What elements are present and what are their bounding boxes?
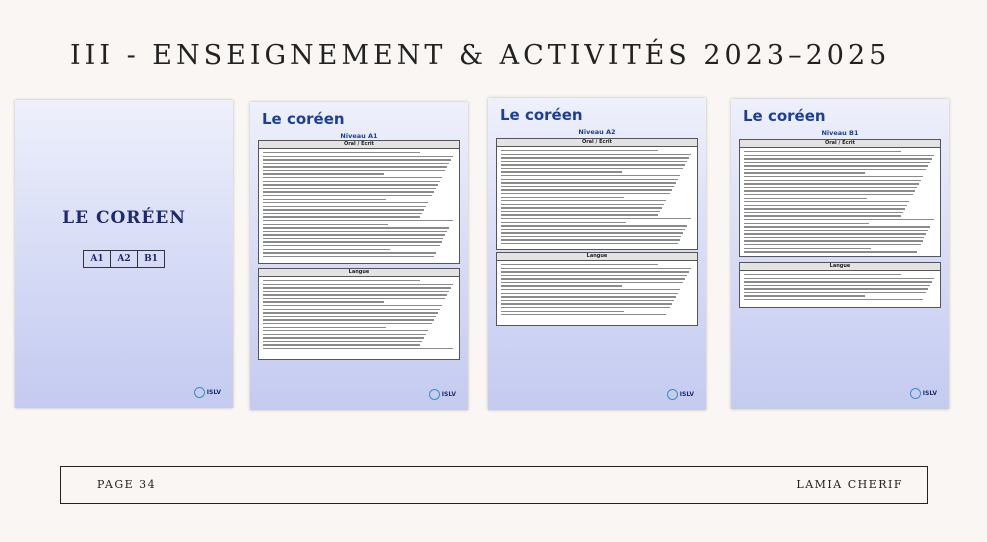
document-level: Niveau A2 xyxy=(578,128,616,136)
level-cell: A1 xyxy=(83,251,111,267)
logo-icon xyxy=(910,388,921,399)
text-line xyxy=(744,237,924,238)
text-line xyxy=(263,291,449,292)
text-line xyxy=(744,240,923,241)
text-line xyxy=(501,186,674,187)
text-line xyxy=(501,303,672,304)
text-line xyxy=(744,158,932,159)
text-line xyxy=(501,289,680,290)
oral-ecrit-box xyxy=(739,139,941,257)
text-line xyxy=(263,344,420,345)
text-line xyxy=(744,251,917,252)
text-line xyxy=(744,248,871,249)
text-line xyxy=(263,323,432,324)
document-title: Le coréen xyxy=(262,110,345,128)
text-line xyxy=(263,316,436,317)
text-line xyxy=(744,274,901,275)
text-line xyxy=(263,209,424,210)
langue-box xyxy=(258,268,460,360)
text-line xyxy=(501,197,624,198)
text-line xyxy=(501,271,689,272)
logo-icon xyxy=(429,389,440,400)
section-heading: Oral / Écrit xyxy=(497,139,697,147)
text-line xyxy=(263,280,420,281)
text-line xyxy=(263,256,434,257)
text-line xyxy=(263,294,447,295)
text-line xyxy=(501,229,685,230)
text-line xyxy=(501,300,674,301)
institution-logo xyxy=(429,389,456,400)
text-line xyxy=(263,330,428,331)
text-line xyxy=(501,182,676,183)
page-title: III - ENSEIGNEMENT & ACTIVITÉS 2023–2025 xyxy=(70,40,891,71)
langue-box xyxy=(496,252,698,326)
document-title: Le coréen xyxy=(743,107,826,125)
text-line xyxy=(263,206,426,207)
text-line xyxy=(263,227,449,228)
text-line xyxy=(501,239,680,240)
document-level: Niveau B1 xyxy=(821,129,859,137)
text-line xyxy=(744,226,930,227)
text-line xyxy=(744,292,926,293)
level-cell: A2 xyxy=(111,251,138,267)
cover-page-thumbnail xyxy=(15,100,233,408)
text-line xyxy=(501,193,670,194)
text-line xyxy=(501,154,691,155)
page-footer xyxy=(60,466,928,504)
section-heading: Oral / Écrit xyxy=(740,140,940,148)
oral-ecrit-box xyxy=(258,140,460,264)
document-thumbnail-a1 xyxy=(250,102,468,410)
logo-text: ISLV xyxy=(206,389,221,396)
text-line xyxy=(263,163,449,164)
text-line xyxy=(744,169,926,170)
text-line xyxy=(263,305,442,306)
text-lines xyxy=(259,149,459,262)
text-line xyxy=(263,220,453,221)
text-line xyxy=(744,172,865,173)
text-line xyxy=(744,208,905,209)
document-title: Le coréen xyxy=(500,106,583,124)
text-line xyxy=(501,164,685,165)
text-line xyxy=(744,183,919,184)
text-line xyxy=(263,173,384,174)
text-line xyxy=(263,170,445,171)
level-cell: B1 xyxy=(138,251,165,267)
text-line xyxy=(501,204,664,205)
text-line xyxy=(501,175,680,176)
text-line xyxy=(501,179,678,180)
text-line xyxy=(744,201,909,202)
text-line xyxy=(263,252,436,253)
text-line xyxy=(744,194,913,195)
text-line xyxy=(263,319,434,320)
text-line xyxy=(744,281,932,282)
text-line xyxy=(263,213,422,214)
text-line xyxy=(744,205,907,206)
text-line xyxy=(501,314,666,315)
text-line xyxy=(744,233,926,234)
text-line xyxy=(263,224,388,225)
text-line xyxy=(501,236,681,237)
text-line xyxy=(501,264,658,265)
logo-text: ISLV xyxy=(441,391,456,398)
text-line xyxy=(744,162,930,163)
text-line xyxy=(501,200,666,201)
text-line xyxy=(501,268,691,269)
oral-ecrit-box xyxy=(496,138,698,250)
text-line xyxy=(263,191,434,192)
text-line xyxy=(501,293,678,294)
levels-table xyxy=(83,250,165,268)
text-line xyxy=(263,152,420,153)
text-line xyxy=(263,334,426,335)
langue-box xyxy=(739,262,941,308)
cover-title: LE CORÉEN xyxy=(62,208,186,228)
text-line xyxy=(263,287,451,288)
section-heading: Langue xyxy=(497,253,697,261)
document-thumbnail-b1 xyxy=(731,99,949,409)
text-line xyxy=(501,225,687,226)
text-line xyxy=(744,151,901,152)
text-line xyxy=(501,168,683,169)
text-line xyxy=(263,301,384,302)
page-number: PAGE 34 xyxy=(97,478,157,491)
logo-icon xyxy=(667,389,678,400)
text-lines xyxy=(740,148,940,258)
text-line xyxy=(501,218,691,219)
text-line xyxy=(263,284,453,285)
text-line xyxy=(501,311,624,312)
text-line xyxy=(263,238,443,239)
text-line xyxy=(744,230,928,231)
text-line xyxy=(501,232,683,233)
institution-logo xyxy=(910,388,937,399)
text-line xyxy=(744,187,917,188)
text-line xyxy=(263,249,390,250)
text-line xyxy=(501,307,670,308)
text-line xyxy=(263,177,442,178)
section-heading: Langue xyxy=(740,263,940,271)
text-line xyxy=(263,231,447,232)
section-heading: Langue xyxy=(259,269,459,277)
text-line xyxy=(744,223,869,224)
text-line xyxy=(263,202,428,203)
text-line xyxy=(744,299,923,300)
text-line xyxy=(263,245,440,246)
text-line xyxy=(501,207,662,208)
text-line xyxy=(263,312,438,313)
text-line xyxy=(501,296,676,297)
text-line xyxy=(263,337,424,338)
text-line xyxy=(263,234,445,235)
section-heading: Oral / Écrit xyxy=(259,141,459,149)
text-line xyxy=(263,341,422,342)
text-line xyxy=(501,278,685,279)
document-level: Niveau A1 xyxy=(340,132,378,140)
text-line xyxy=(501,275,687,276)
author-name: LAMIA CHERIF xyxy=(796,478,903,491)
text-line xyxy=(501,157,689,158)
text-line xyxy=(263,216,420,217)
text-line xyxy=(501,189,672,190)
text-line xyxy=(501,243,678,244)
text-line xyxy=(263,188,436,189)
text-lines xyxy=(259,277,459,355)
logo-text: ISLV xyxy=(679,391,694,398)
text-line xyxy=(501,285,622,286)
text-line xyxy=(263,156,453,157)
text-line xyxy=(263,327,386,328)
logo-icon xyxy=(194,387,205,398)
text-line xyxy=(501,222,626,223)
text-lines xyxy=(497,147,697,250)
institution-logo xyxy=(194,387,221,398)
text-line xyxy=(744,219,934,220)
text-line xyxy=(501,214,658,215)
text-line xyxy=(263,241,442,242)
text-line xyxy=(744,212,903,213)
text-line xyxy=(744,244,921,245)
text-line xyxy=(744,190,915,191)
text-line xyxy=(263,298,445,299)
text-line xyxy=(744,295,865,296)
document-thumbnail-a2 xyxy=(488,98,706,410)
text-line xyxy=(744,165,928,166)
text-line xyxy=(744,198,867,199)
text-lines xyxy=(497,261,697,321)
text-line xyxy=(744,176,923,177)
text-line xyxy=(501,171,622,172)
text-line xyxy=(744,278,934,279)
text-line xyxy=(744,215,901,216)
text-line xyxy=(744,155,934,156)
text-line xyxy=(501,161,687,162)
text-line xyxy=(263,184,438,185)
text-line xyxy=(501,150,658,151)
text-line xyxy=(263,159,451,160)
text-line xyxy=(263,309,440,310)
text-line xyxy=(263,181,440,182)
text-lines xyxy=(740,271,940,306)
text-line xyxy=(263,166,447,167)
text-line xyxy=(263,348,453,349)
text-line xyxy=(744,288,928,289)
text-line xyxy=(744,180,921,181)
text-line xyxy=(744,285,930,286)
institution-logo xyxy=(667,389,694,400)
text-line xyxy=(263,199,386,200)
text-line xyxy=(501,282,683,283)
logo-text: ISLV xyxy=(922,390,937,397)
text-line xyxy=(263,195,432,196)
text-line xyxy=(501,211,660,212)
